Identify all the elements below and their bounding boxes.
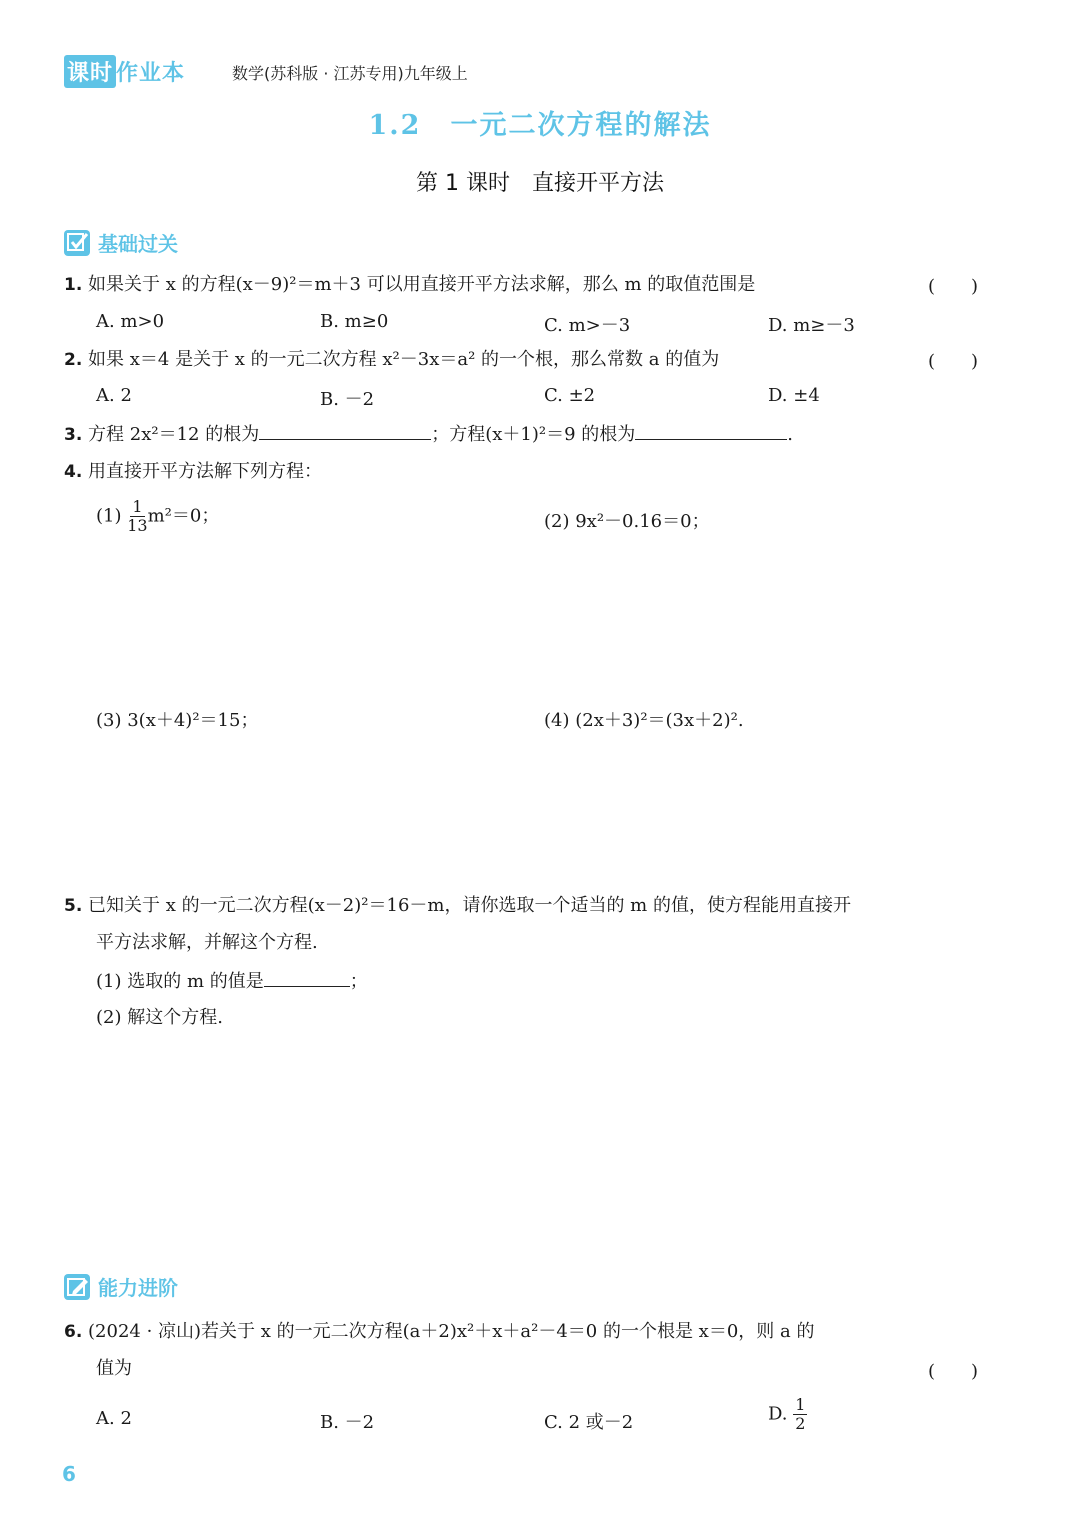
section-basic-header	[64, 228, 178, 257]
q2-number: 2.	[64, 350, 83, 370]
q3-part2: ；方程(x＋1)²＝9 的根为	[431, 424, 636, 445]
question-4	[64, 459, 322, 485]
q6-option-c[interactable]: C. 2 或－2	[544, 1412, 634, 1433]
q6-optD-denominator: 2	[795, 1414, 806, 1433]
q4-part-2: (2) 9x²－0.16＝0；	[544, 511, 710, 532]
header-logo	[64, 55, 185, 88]
chapter-title: 1.2 一元二次方程的解法	[368, 110, 712, 141]
q6-optD-label: D.	[768, 1403, 788, 1425]
question-5	[64, 893, 851, 919]
q1-number: 1.	[64, 275, 83, 295]
q6-optD-fraction	[793, 1396, 807, 1433]
section-advanced-title: 能力进阶	[98, 1276, 178, 1300]
pencil-icon	[64, 1274, 90, 1300]
q3-part1: 方程 2x²＝12 的根为	[88, 424, 260, 445]
q2-option-d[interactable]: D. ±4	[768, 385, 820, 406]
q5-sub-2: (2) 解这个方程.	[96, 1007, 223, 1028]
q4-part-4: (4) (2x＋3)²＝(3x＋2)².	[544, 710, 744, 731]
q2-option-b[interactable]: B. －2	[320, 389, 375, 410]
q1-text: 如果关于 x 的方程(x－9)²＝m＋3 可以用直接开平方法求解，那么 m 的取值范围是	[88, 274, 756, 295]
q6-optD-numerator: 1	[795, 1395, 806, 1414]
q4-number: 4.	[64, 462, 83, 482]
q1-option-b[interactable]: B. m≥0	[320, 311, 389, 332]
q1-answer-paren[interactable]: ( )	[928, 276, 979, 297]
q4-part-1	[96, 498, 219, 535]
question-6	[64, 1319, 814, 1345]
q1-option-c[interactable]: C. m>－3	[544, 315, 631, 336]
q6-option-d[interactable]	[768, 1396, 807, 1433]
q2-answer-paren[interactable]: ( )	[928, 351, 979, 372]
question-2	[64, 347, 719, 373]
q5-sub-1	[96, 968, 368, 995]
q6-option-b[interactable]: B. －2	[320, 1412, 375, 1433]
q1-option-a[interactable]: A. m>0	[96, 311, 165, 332]
check-icon	[64, 230, 90, 256]
q5-line1: 已知关于 x 的一元二次方程(x－2)²＝16－m，请你选取一个适当的 m 的值，使方程能用直接开	[88, 895, 851, 916]
q4-p1-fraction	[127, 498, 147, 535]
q5-sub1-text: (1) 选取的 m 的值是	[96, 971, 264, 992]
q4-p1-rest: m²＝0；	[147, 505, 220, 527]
q4-part-3: (3) 3(x＋4)²＝15；	[96, 710, 259, 731]
q3-end: .	[787, 424, 793, 445]
q5-blank[interactable]	[264, 968, 350, 987]
subject-line: 数学(苏科版 · 江苏专用)九年级上	[232, 64, 468, 83]
question-1	[64, 272, 755, 298]
q2-text: 如果 x＝4 是关于 x 的一元二次方程 x²－3x＝a² 的一个根，那么常数 a 的值为	[88, 349, 720, 370]
q5-sub1-end: ；	[349, 971, 368, 992]
section-basic-title: 基础过关	[98, 232, 178, 256]
q6-answer-paren[interactable]: ( )	[928, 1361, 979, 1382]
q2-option-c[interactable]: C. ±2	[544, 385, 596, 406]
q4-p1-numerator: 1	[132, 497, 143, 516]
question-3	[64, 421, 793, 448]
q4-p1-denominator: 13	[127, 516, 148, 535]
q5-line2: 平方法求解，并解这个方程.	[96, 932, 318, 953]
q5-number: 5.	[64, 896, 83, 916]
q6-number: 6.	[64, 1322, 83, 1342]
q6-option-a[interactable]: A. 2	[96, 1408, 132, 1429]
section-advanced-header	[64, 1272, 178, 1301]
q4-p1-label: (1)	[96, 505, 122, 527]
page-number: 6	[62, 1462, 76, 1486]
lesson-title: 第 1 课时 直接开平方法	[416, 171, 664, 196]
q2-option-a[interactable]: A. 2	[96, 385, 132, 406]
q3-number: 3.	[64, 425, 83, 445]
logo-box: 课时	[64, 55, 116, 88]
q4-text: 用直接开平方法解下列方程：	[88, 461, 323, 482]
q1-option-d[interactable]: D. m≥－3	[768, 315, 855, 336]
q3-blank-1[interactable]	[259, 421, 431, 440]
q3-blank-2[interactable]	[635, 421, 787, 440]
q6-line2: 值为	[96, 1358, 132, 1379]
logo-text: 作业本	[116, 61, 186, 86]
q6-line1: (2024 · 凉山)若关于 x 的一元二次方程(a＋2)x²＋x＋a²－4＝0 的一个根是 x＝0，则 a 的	[88, 1321, 815, 1342]
